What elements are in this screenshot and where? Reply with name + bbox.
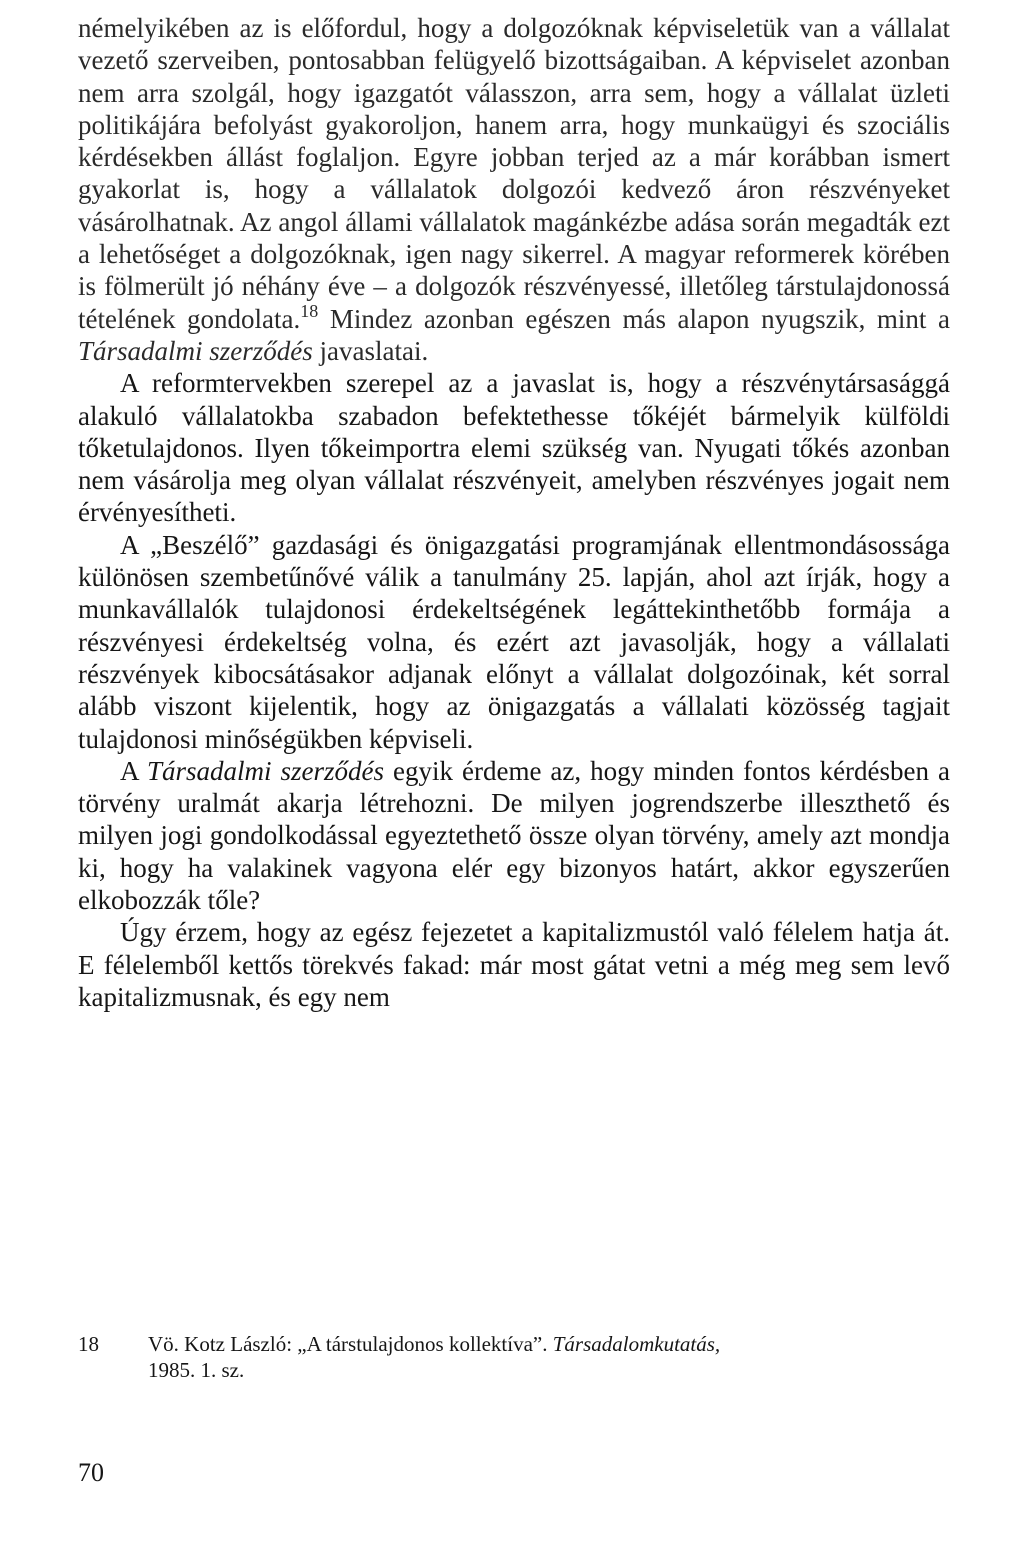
paragraph-3-text: A „Beszélő” gazdasági és önigazgatási programjának ellentmondásossága különösen szembetűnővé válik a tanulmány 25. lapján, ahol azt írják, hogy a munkavállalók tulajdonosi érdekeltségének legáttekinthetőbb formája a részvényesi érdekeltség volna, és ezért azt javasolják, hogy a vállalati részvények kibocsátásakor adjanak előnyt a vállalat dolgozóinak, két sorral alább viszont kijelentik, hogy az önigazgatás a vállalati közösség tagjait tulajdonosi minőségükben képviseli.: [78, 529, 950, 754]
footnote-number: 18: [78, 1332, 99, 1356]
footnote-line-2: 1985. 1. sz.: [148, 1358, 245, 1382]
footnote-journal: Társadalomkutatás,: [552, 1332, 721, 1356]
page-number: 70: [78, 1458, 104, 1487]
work-title-italic: Társadalmi szerződés: [147, 755, 385, 786]
page-body: [78, 12, 950, 1013]
footnote-reference: 18: [300, 300, 319, 321]
paragraph-5: [78, 916, 950, 1013]
paragraph-2-text: A reformtervekben szerepel az a javaslat is, hogy a részvénytársasággá alakuló vállalatokba szabadon befektethesse tőkéjét bármelyik külföldi tőketulajdonos. Ilyen tőkeimportra elemi szükség van. Nyugati tőkés azonban nem vásárolja meg olyan vállalat részvényeit, amelyben részvényes jogait nem érvényesítheti.: [78, 368, 950, 528]
paragraph-1-text: némelyikében az is előfordul, hogy a dolgozóknak képviseletük van a vállalat vezető szerveiben, pontosabban felügyelő bizottságaiban. A képviselet azonban nem arra szolgál, hogy igazgatót válasszon, arra sem, hogy a vállalat üzleti politikájára befolyást gyakoroljon, hanem arra, hogy munkaügyi és szociális kérdésekben állást foglaljon. Egyre jobban terjed az a már korábban ismert gyakorlat is, hogy a vállalatok dolgozói kedvező áron részvényeket vásárolhatnak. Az angol állami vállalatok magánkézbe adása során megadták ezt a lehetőséget a dolgozóknak, igen nagy sikerrel. A magyar reformerek körében is fölmerült jó néhány éve – a dolgozók részvényessé, illetőleg társtulajdonossá tételének gondolata.: [78, 13, 950, 334]
footnote-text: Vö. Kotz László: „A társtulajdonos kollektíva”.: [148, 1332, 553, 1356]
paragraph-4-lead: A: [120, 755, 147, 786]
paragraph-4: [78, 755, 950, 916]
paragraph-3: [78, 529, 950, 755]
footnote-line-1: [78, 1331, 950, 1357]
paragraph-5-text: Úgy érzem, hogy az egész fejezetet a kapitalizmustól való félelem hatja át. E félelemből kettős törekvés fakad: már most gátat vetni a még meg sem levő kapitalizmusnak, és egy nem: [78, 917, 950, 1012]
footnote: [78, 1331, 950, 1383]
paragraph-1-tail: Mindez azonban egészen más alapon nyugszik, mint a: [318, 303, 950, 334]
paragraph-1-end: javaslatai.: [312, 335, 429, 366]
paragraph-1: [78, 12, 950, 367]
paragraph-2: [78, 367, 950, 528]
work-title-italic: Társadalmi szerződés: [78, 335, 313, 366]
paragraph-4-text: egyik érdeme az, hogy minden fontos kérdésben a törvény uralmát akarja létrehozni. De milyen jogrendszerbe illeszthető és milyen jogi gondolkodással egyeztethető össze olyan törvény, amely azt mondja ki, hogy ha valakinek vagyona elér egy bizonyos határt, akkor egyszerűen elkobozzák tőle?: [78, 755, 950, 916]
